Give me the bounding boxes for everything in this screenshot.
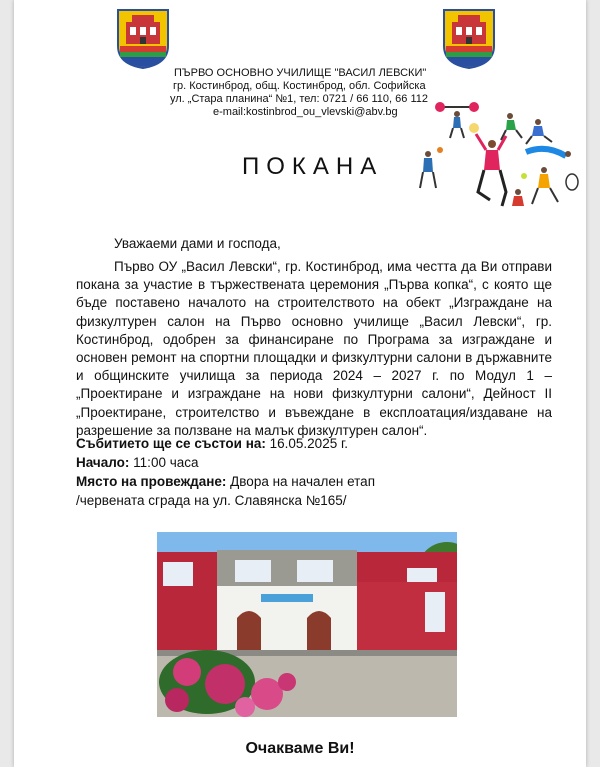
event-place-line (76, 474, 375, 489)
closing-text: Очакваме Ви! (245, 740, 355, 757)
school-building-photo (157, 532, 457, 717)
address-line-2: ул. „Стара планина“ №1, тел: 0721 / 66 110, 66 112 (170, 93, 428, 105)
event-start-line (76, 455, 199, 470)
event-date-label: Събитието ще се състои на: (76, 436, 266, 451)
event-date-line (76, 436, 348, 451)
event-date-value: 16.05.2025 г. (265, 436, 348, 451)
school-crest-icon (440, 6, 498, 70)
email-line: e-mail:kostinbrod_ou_vlevski@abv.bg (213, 106, 398, 118)
event-place-value: Двора на начален етап (226, 474, 376, 489)
page-title: ПОКАНА (242, 153, 384, 180)
event-place-label: Място на провеждане: (76, 474, 227, 489)
sports-figures-illustration (406, 96, 582, 218)
event-start-value: 11:00 часа (129, 455, 199, 470)
invitation-page (14, 0, 586, 767)
address-line-1: гр. Костинброд, общ. Костинброд, обл. Софийска (173, 80, 426, 92)
school-name: ПЪРВО ОСНОВНО УЧИЛИЩЕ "ВАСИЛ ЛЕВСКИ" (174, 67, 427, 79)
invitation-body: Първо ОУ „Васил Левски“, гр. Костинброд, има честта да Ви отправи покана за участие в тържествената церемония „Първа копка“, с която ще бъде поставено началото на строителството на обект „Изграждане на физкултурен салон на Първо основно училище „Васил Левски“, гр. Костинброд, одобрен за финансиране по Програма за изграждане и основен ремонт на спортни площадки и физкултурни салони в държавните и общинските училища за периода 2024 – 2027 г. по Модул 1 – „Проектиране и изграждане на нови физкултурни салони“, Дейност II „Проектиране, строителство и въвеждане в експлоатация/издаване на разрешение за ползване на малък физкултурен салон“. (76, 259, 552, 438)
school-crest-icon (114, 6, 172, 70)
event-place-detail: /червената сграда на ул. Славянска №165/ (76, 493, 347, 508)
greeting: Уважаеми дами и господа, (114, 236, 281, 251)
event-start-label: Начало: (76, 455, 130, 470)
